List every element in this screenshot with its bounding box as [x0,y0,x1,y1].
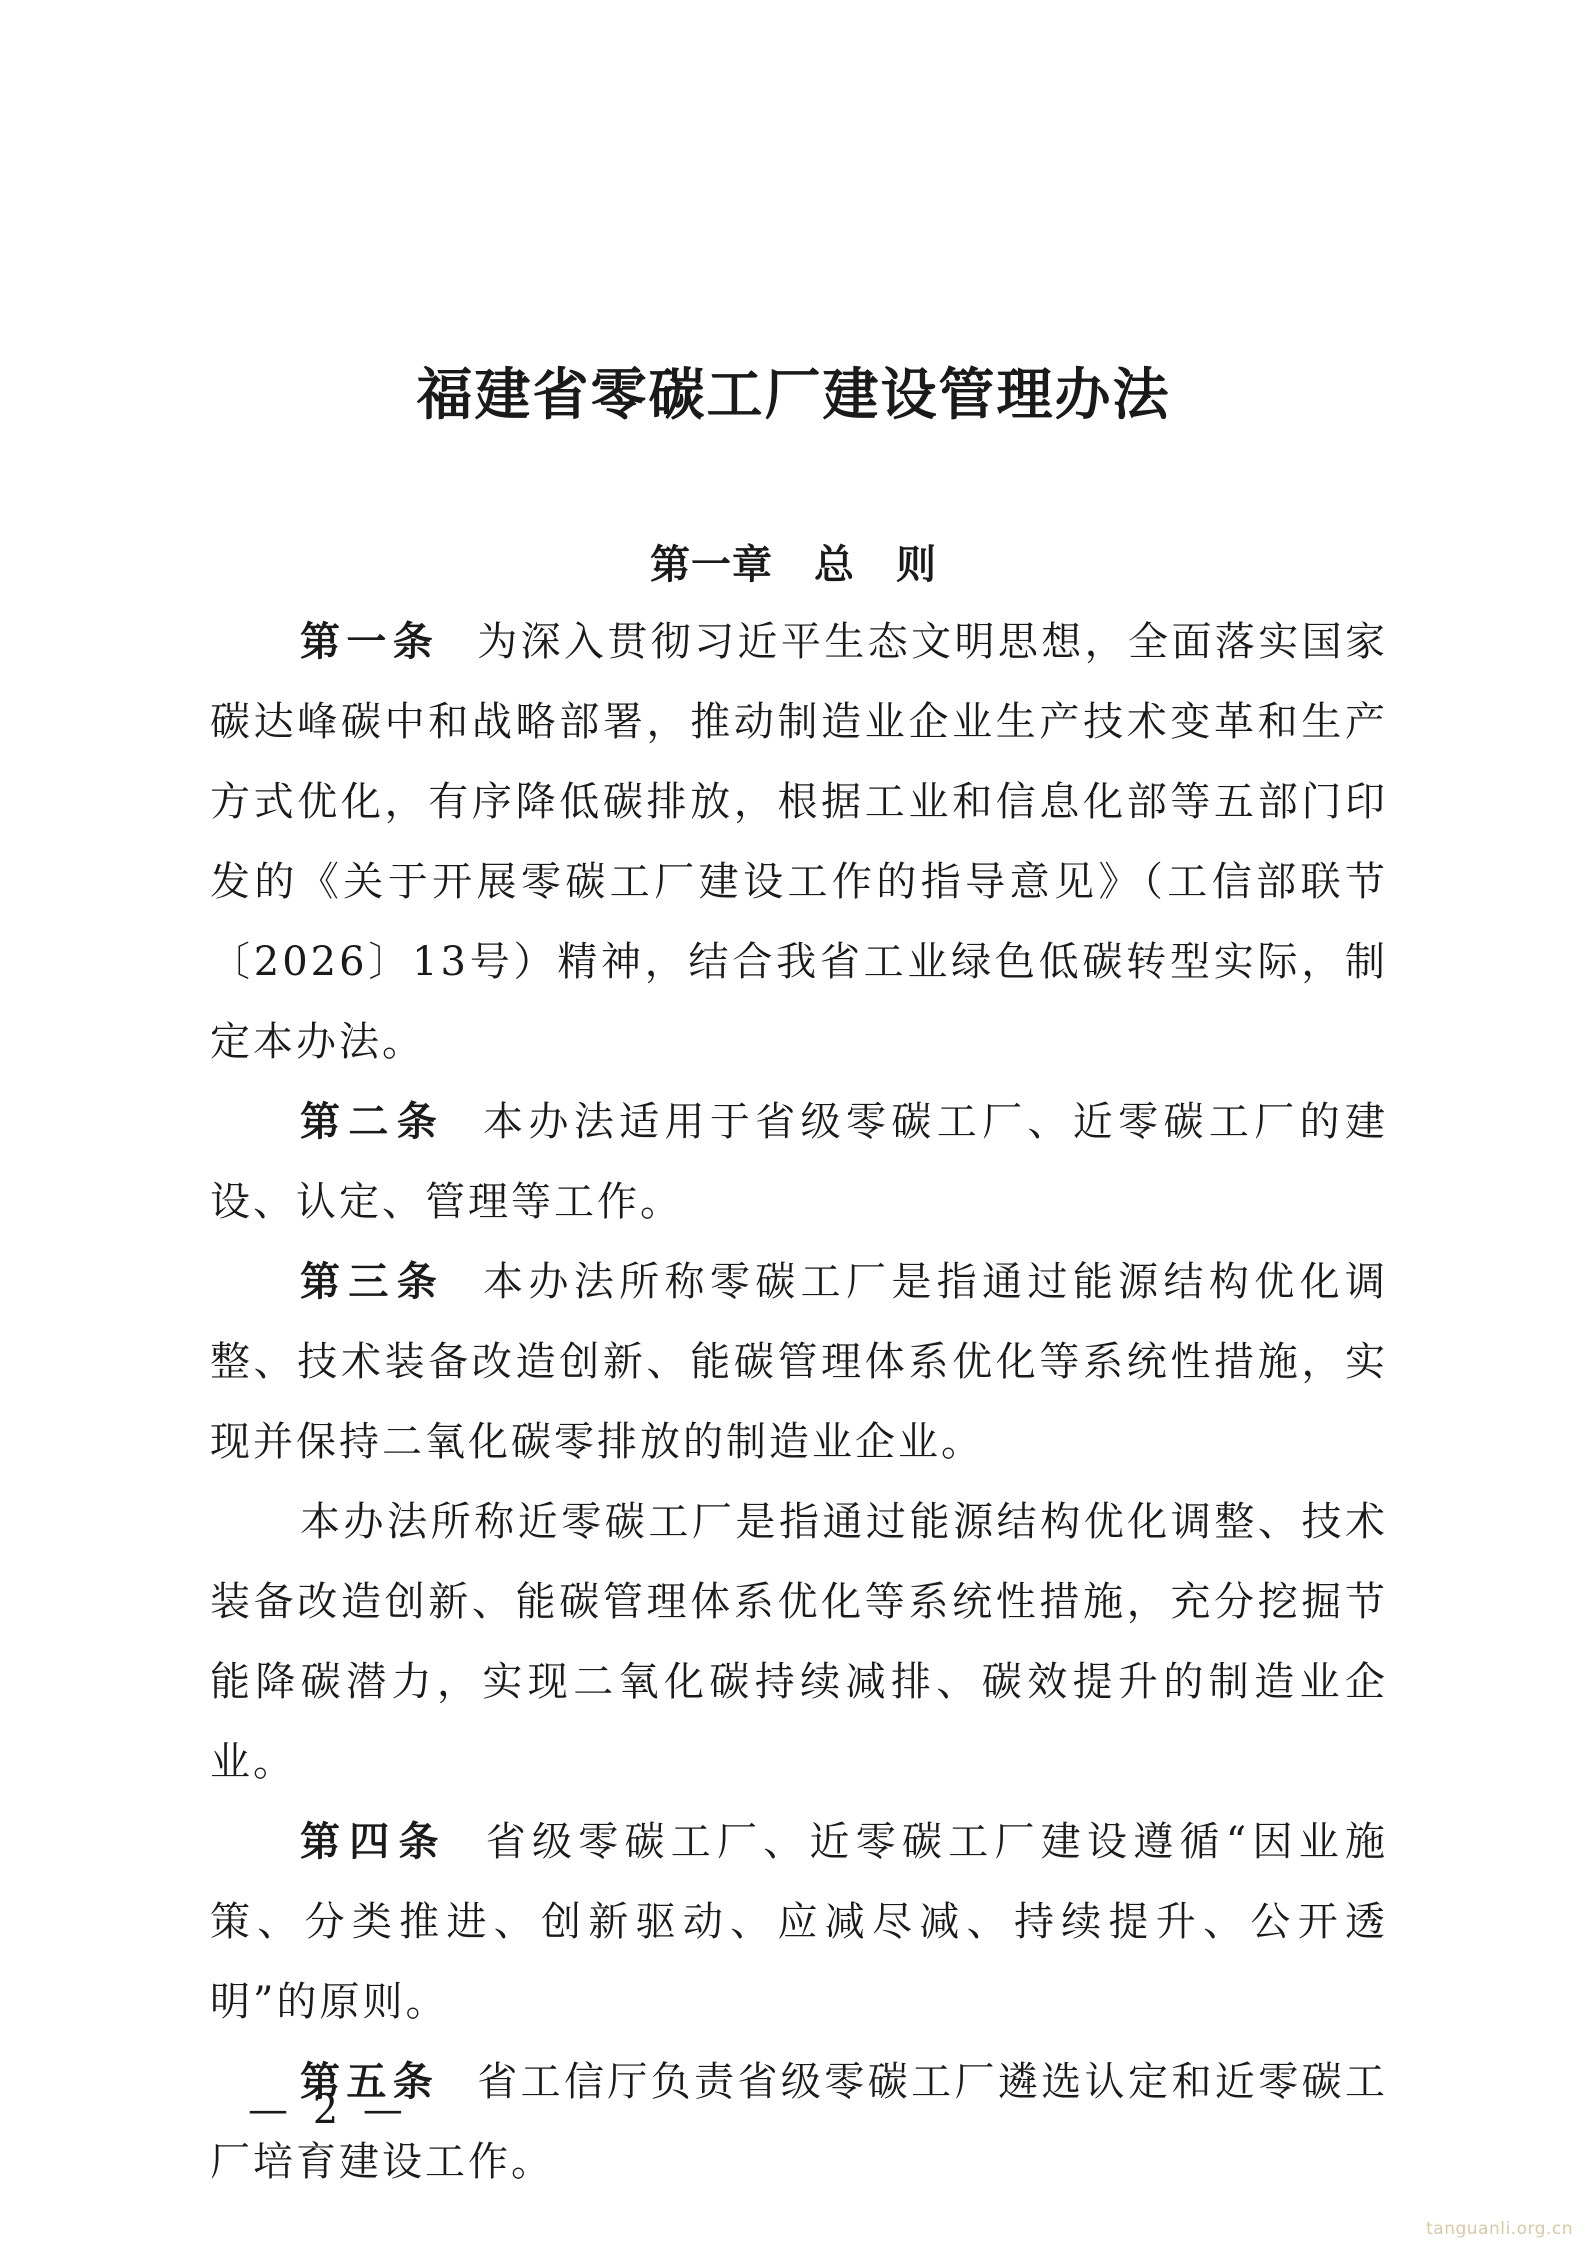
article-number: 第三条 [300,1258,446,1305]
continuation-paragraph [210,1482,1388,1802]
article-paragraph [210,1082,1388,1242]
article-text: 本办法适用于省级零碳工厂、近零碳工厂的建设、认定、管理等工作。 [210,1099,1389,1225]
article-paragraph [210,1802,1388,2042]
article-text: 为深入贯彻习近平生态文明思想，全面落实国家碳达峰碳中和战略部署，推动制造业企业生产技术变革和生产方式优化，有序降低碳排放，根据工业和信息化部等五部门印发的《关于开展零碳工厂建设工作的指导意见》（工信部联节〔2026〕13号）精神，结合我省工业绿色低碳转型实际，制定本办法。 [210,619,1389,1065]
article-text: 省级零碳工厂、近零碳工厂建设遵循“因业施策、分类推进、创新驱动、应减尽减、持续提升、公开透明”的原则。 [210,1819,1389,2025]
chapter-heading: 第一章 总 则 [650,541,937,588]
article-paragraph [210,1242,1388,1482]
watermark-text: tanguanli.org.cn [1426,2219,1573,2239]
document-body [210,602,1388,2202]
article-number: 第一条 [300,618,440,665]
article-number: 第五条 [300,2058,440,2105]
article-number: 第四条 [300,1818,448,1865]
document-title: 福建省零碳工厂建设管理办法 [416,362,1171,428]
article-text: 本办法所称零碳工厂是指通过能源结构优化调整、技术装备改造创新、能碳管理体系优化等系统性措施，实现并保持二氧化碳零排放的制造业企业。 [210,1259,1389,1465]
article-paragraph [210,602,1388,1082]
article-text: 省工信厅负责省级零碳工厂遴选认定和近零碳工厂培育建设工作。 [210,2059,1389,2185]
article-text: 本办法所称近零碳工厂是指通过能源结构优化调整、技术装备改造创新、能碳管理体系优化等系统性措施，充分挖掘节能降碳潜力，实现二氧化碳持续减排、碳效提升的制造业企业。 [210,1499,1388,1785]
page-number: — 2 — [248,2087,409,2133]
article-number: 第二条 [300,1098,446,1145]
